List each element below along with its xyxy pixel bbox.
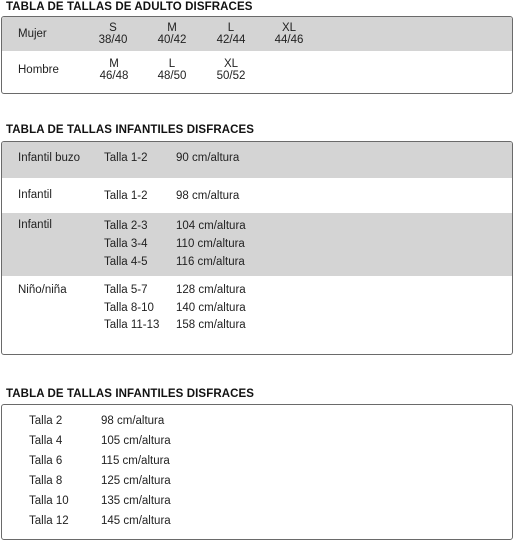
talla-cell: Talla 5-7 <box>104 284 148 296</box>
altura-cell: 98 cm/altura <box>101 415 165 427</box>
size-range: 38/40 <box>98 34 128 46</box>
talla-cell: Talla 8 <box>29 475 63 487</box>
table-group-infantil <box>2 178 512 213</box>
talla-cell: Talla 2-3 <box>104 220 148 232</box>
size-cell <box>206 58 256 82</box>
talla-cell: Talla 4 <box>29 435 63 447</box>
altura-cell: 135 cm/altura <box>101 495 171 507</box>
size-range: 48/50 <box>157 70 187 82</box>
altura-cell: 125 cm/altura <box>101 475 171 487</box>
size-letter: L <box>168 58 176 70</box>
row-label-mujer: Mujer <box>18 28 47 40</box>
talla-cell: Talla 11-13 <box>104 319 160 331</box>
talla-cell: Talla 2 <box>29 415 63 427</box>
kids-table-2-title: TABLA DE TALLAS INFANTILES DISFRACES <box>6 388 255 400</box>
kids-table-title: TABLA DE TALLAS INFANTILES DISFRACES <box>6 124 255 136</box>
table-group-nino-nina <box>2 276 512 354</box>
talla-cell: Talla 8-10 <box>104 302 154 314</box>
size-range: 46/48 <box>99 70 129 82</box>
altura-cell: 145 cm/altura <box>101 515 171 527</box>
altura-cell: 140 cm/altura <box>176 302 246 314</box>
row-label-hombre: Hombre <box>18 64 59 76</box>
table-row-hombre <box>2 51 512 93</box>
group-label: Infantil <box>18 189 52 201</box>
altura-cell: 158 cm/altura <box>176 319 246 331</box>
group-label: Infantil buzo <box>18 152 81 164</box>
size-cell <box>88 22 138 46</box>
talla-cell: Talla 4-5 <box>104 256 148 268</box>
altura-cell: 128 cm/altura <box>176 284 246 296</box>
size-range: 40/42 <box>157 34 187 46</box>
size-cell <box>89 58 139 82</box>
altura-cell: 105 cm/altura <box>101 435 171 447</box>
size-letter: XL <box>281 22 297 34</box>
altura-cell: 104 cm/altura <box>176 220 246 232</box>
size-cell <box>206 22 256 46</box>
size-range: 44/46 <box>274 34 304 46</box>
group-label: Niño/niña <box>18 284 67 296</box>
size-cell <box>147 58 197 82</box>
group-label: Infantil <box>18 219 52 231</box>
adult-table-title: TABLA DE TALLAS DE ADULTO DISFRACES <box>6 1 253 13</box>
size-letter: S <box>109 22 117 34</box>
kids-size-table-2 <box>1 404 513 540</box>
table-group-infantil <box>2 213 512 276</box>
table-group-infantil-buzo <box>2 142 512 178</box>
altura-cell: 116 cm/altura <box>176 256 245 268</box>
altura-cell: 98 cm/altura <box>176 190 240 202</box>
adult-size-table <box>1 16 513 94</box>
altura-cell: 90 cm/altura <box>176 152 240 164</box>
talla-cell: Talla 1-2 <box>104 190 148 202</box>
table-row-mujer <box>2 17 512 51</box>
talla-cell: Talla 12 <box>29 515 69 527</box>
size-cell <box>264 22 314 46</box>
altura-cell: 115 cm/altura <box>101 455 170 467</box>
size-cell <box>147 22 197 46</box>
kids-size-table <box>1 141 513 355</box>
size-letter: L <box>227 22 235 34</box>
size-range: 50/52 <box>216 70 246 82</box>
altura-cell: 110 cm/altura <box>176 238 245 250</box>
talla-cell: Talla 3-4 <box>104 238 148 250</box>
size-range: 42/44 <box>216 34 246 46</box>
talla-cell: Talla 10 <box>29 495 69 507</box>
talla-cell: Talla 6 <box>29 455 63 467</box>
size-letter: XL <box>223 58 239 70</box>
talla-cell: Talla 1-2 <box>104 152 148 164</box>
size-letter: M <box>109 58 119 70</box>
size-letter: M <box>167 22 177 34</box>
